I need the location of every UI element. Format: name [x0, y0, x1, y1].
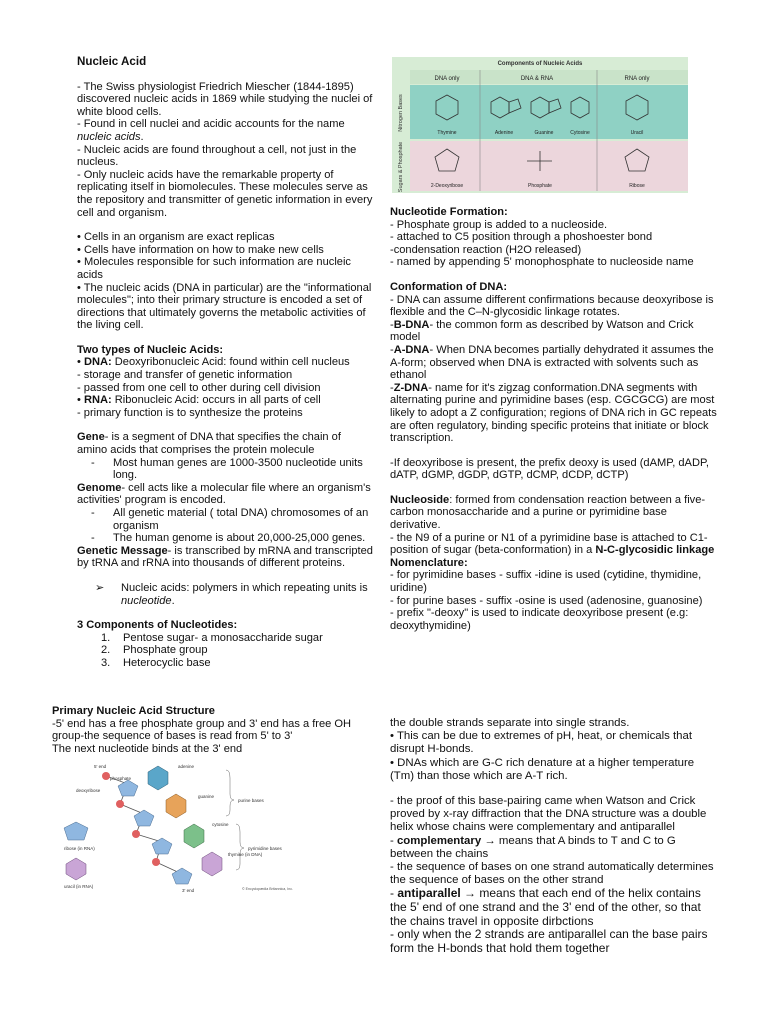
glycosidic-note: - the N9 of a purine or N1 of a pyrimidine base is attached to C1- position of sugar (beta-conformation) in a N-C-glycosidic linkage [390, 531, 715, 557]
nf-line-1: - Phosphate group is added to a nucleoside. [390, 218, 608, 231]
nf-line-3: -condensation reaction (H2O released) [390, 243, 582, 256]
complementary-definition: - complementary → means that A binds to T and C to G between the chains [390, 834, 676, 860]
nucleoside-definition: Nucleoside: formed from condensation reaction between a five-carbon monosaccharide and a purine or pyrimidine base derivative. [390, 493, 706, 532]
heading-primary-structure: Primary Nucleic Acid Structure [52, 705, 215, 717]
bullet-informational: • The nucleic acids (DNA in particular) are the "informational molecules"; into their primary structure is encoded a set of directions that ultimately governs the metabolic activities of the living cell. [77, 281, 372, 332]
label-adenine: Adenine [494, 130, 514, 136]
dna-definition: • DNA: Deoxyribonucleic Acid: found within cell nucleus [77, 356, 350, 369]
antiparallel-hbonds: - only when the 2 strands are antiparallel can the base pairs form the H-bonds that hold them together [390, 927, 708, 955]
label-deoxyribose: 2-Deoxyribose [430, 183, 464, 189]
bullet-new-cells: • Cells have information on how to make new cells [77, 243, 324, 256]
column-dna-only: DNA only [434, 76, 460, 82]
heading-two-types: Two types of Nucleic Acids: [77, 343, 224, 356]
primary-structure-section [52, 705, 374, 755]
paragraph-miescher: - The Swiss physiologist Friedrich Miescher (1844-1895) discovered nucleic acids in 1869 while studying the nuclei of white blood cells. [77, 80, 373, 118]
strands-separate: the double strands separate into single strands. [390, 717, 630, 729]
arrow-bullet-icon: ➢ [95, 581, 105, 594]
primary-structure-p2: The next nucleotide binds at the 3' end [52, 742, 243, 755]
heading-nucleotide-formation: Nucleotide Formation: [390, 206, 508, 218]
right-column [390, 206, 720, 632]
phosphate-circle-icon [102, 772, 110, 780]
z-dna-definition: -Z-DNA- name for it's zigzag conformation.DNA segments with alternating purine and pyrimidine bases (esp. CGCGCG) are most likely to adopt a Z configuration; regions of DNA rich in GC repeats are often regulatory, binding specific proteins that initiate or block transcription. [390, 381, 717, 445]
label-deoxyribose: deoxyribose [76, 788, 101, 793]
nomenclature-deoxy: - prefix "-deoxy" is used to indicate deoxyribose present (e.g: deoxythymidine) [390, 607, 689, 632]
label-adenine: adenine [178, 764, 195, 769]
label-3-end: 3' end [182, 888, 195, 893]
b-dna-definition: -B-DNA- the common form as described by Watson and Crick model [390, 318, 694, 344]
components-figure [392, 57, 688, 193]
watson-crick-proof: - the proof of this base-pairing came when Watson and Crick proved by x-ray diffraction that the DNA structure was a double helix whose chains were complementary and antiparallel [390, 795, 707, 834]
paragraph-throughout-cell: - Nucleic acids are found throughout a cell, not just in the nucleus. [77, 143, 357, 169]
bullet-replicas: • Cells in an organism are exact replicas [77, 231, 275, 244]
label-phosphate: Phosphate [528, 183, 552, 189]
nomenclature-pyrimidine: - for pyrimidine bases - suffix -idine is used (cytidine, thymidine, uridine) [390, 569, 702, 595]
figure-credit: © Encyclopædia Britannica, Inc. [242, 887, 293, 891]
bullet-molecules: • Molecules responsible for such information are nucleic acids [77, 256, 351, 281]
gene-definition: Gene- is a segment of DNA that specifies the chain of amino acids that comprises the protein molecule [77, 431, 341, 457]
gene-list [77, 457, 373, 482]
genome-list [77, 507, 373, 545]
heading-nomenclature: Nomenclature: [390, 556, 468, 569]
label-uracil: Uracil [630, 130, 644, 136]
list-item: - The human genome is about 20,000-25,000 genes. [89, 532, 373, 545]
column-dna-rna: DNA & RNA [520, 76, 554, 82]
sequence-determines: - the sequence of bases on one strand automatically determines the sequence of bases on the other strand [390, 861, 714, 887]
row-label-bases: Nitrogen Bases [398, 94, 404, 132]
label-ribose: ribose (in RNA) [64, 846, 95, 851]
left-column [77, 56, 373, 670]
heading-components: 3 Components of Nucleotides: [77, 619, 238, 632]
polymer-note: ➢ Nucleic acids: polymers in which repeating units is nucleotide. [95, 581, 368, 607]
label-guanine: guanine [198, 794, 215, 799]
paragraph-replicating: - Only nucleic acids have the remarkable property of replicating itself in biomolecules. These molecules serve as the repository and transmitter of genetic information in every cell and organism. [77, 168, 373, 219]
dna-line-storage: - storage and transfer of genetic information [77, 369, 293, 382]
label-cytosine: cytosine [212, 822, 229, 827]
label-thymine: thymine (in DNA) [228, 852, 263, 857]
components-list [77, 632, 373, 670]
phosphate-circle-icon [152, 858, 160, 866]
list-item: 2. Phosphate group [101, 644, 208, 657]
label-cytosine: Cytosine [570, 130, 590, 136]
denaturation-section [390, 717, 720, 955]
phosphate-circle-icon [132, 830, 140, 838]
label-guanine: Guanine [534, 130, 554, 136]
section-title-nucleic-acid: Nucleic Acid [77, 55, 147, 68]
list-item: 3. Heterocyclic base [101, 656, 211, 669]
label-5-end: 5' end [94, 764, 107, 769]
genome-definition: Genome- cell acts like a molecular file where an organism's activities' program is encoded. [77, 481, 371, 507]
rna-definition: • RNA: Ribonucleic Acid: occurs in all parts of cell [77, 394, 321, 407]
primary-structure-figure [58, 758, 302, 894]
phosphate-circle-icon [116, 800, 124, 808]
antiparallel-definition: - antiparallel → means that each end of the helix contains the 5' end of one strand and the 3' end of the other, so that the chains travel in opposite dirbctions [390, 886, 701, 928]
nomenclature-purine: - for purine bases - suffix -osine is used (adenosine, guanosine) [390, 594, 703, 607]
bullet-extremes: • This can be due to extremes of pH, heat, or chemicals that disrupt H-bonds. [390, 730, 692, 756]
primary-structure-p1: -5' end has a free phosphate group and 3' end has a free OH group-the sequence of bases is read from 5' to 3' [52, 717, 352, 743]
nf-line-2: - attached to C5 position through a phoshoester bond [390, 231, 653, 244]
rna-line-function: - primary function is to synthesize the proteins [77, 406, 303, 419]
figure-title: Components of Nucleic Acids [497, 61, 583, 67]
bullet-gc-rich: • DNAs which are G-C rich denature at a higher temperature (Tm) than those which are A-T rich. [390, 756, 695, 782]
column-rna-only: RNA only [624, 76, 650, 82]
paragraph-cell-nuclei: - Found in cell nuclei and acidic accounts for the name nucleic acids. [77, 118, 345, 143]
label-uracil: uracil (in RNA) [64, 884, 94, 889]
label-phosphate: phosphate [110, 776, 132, 781]
list-item: - Most human genes are 1000-3500 nucleotide units long. [89, 457, 373, 482]
list-item: - All genetic material ( total DNA) chromosomes of an organism [89, 507, 373, 532]
dna-line-passed: - passed from one cell to other during cell division [77, 381, 321, 394]
label-purine-bases: purine bases [238, 798, 264, 803]
label-ribose: Ribose [629, 183, 645, 189]
row-label-sugars: Sugars & Phosphate [398, 141, 404, 193]
a-dna-definition: -A-DNA- When DNA becomes partially dehydrated it assumes the A-form; observed when DNA is extracted with solvents such as ethanol [390, 343, 714, 382]
genetic-message-definition: Genetic Message- is transcribed by mRNA and transcripted by tRNA and rRNA into thousands of different proteins. [77, 544, 373, 570]
nf-line-4: - named by appending 5' monophosphate to nucleoside name [390, 256, 694, 269]
list-item: 1. Pentose sugar- a monosaccharide sugar [101, 631, 323, 644]
label-thymine: Thymine [437, 130, 457, 136]
deoxy-prefix-note: -If deoxyribose is present, the prefix deoxy is used (dAMP, dADP, dATP, dGMP, dGDP, dGTP, dCMP, dCDP, dCTP) [390, 456, 710, 482]
heading-conformation: Conformation of DNA: [390, 280, 508, 293]
label-pyrimidine-bases: pyrimidine bases [248, 846, 282, 851]
conformation-intro: - DNA can assume different confirmations because deoxyribose is flexible and the C–N-glycosidic linkage rotates. [390, 293, 714, 319]
